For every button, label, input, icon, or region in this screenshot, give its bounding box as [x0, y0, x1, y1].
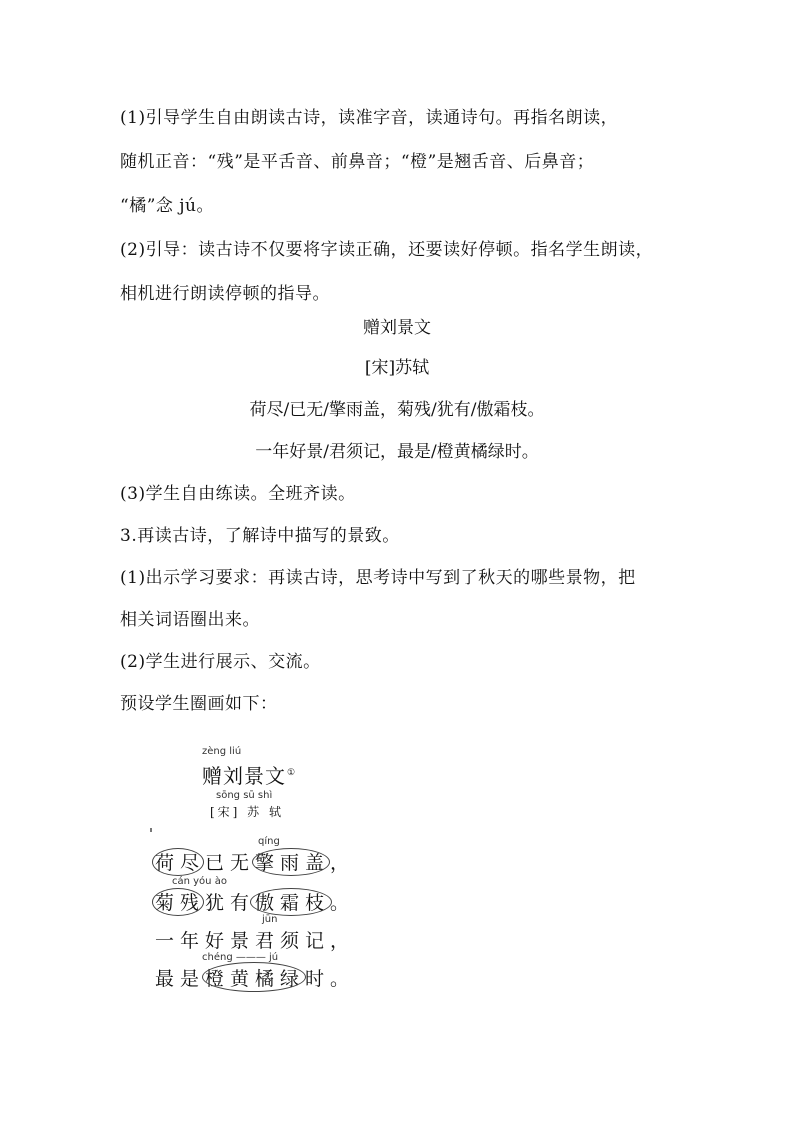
poem-author: [宋]苏轼 — [364, 358, 430, 378]
circle-umbrella — [252, 848, 330, 876]
figure-line-2: 菊残犹有傲霜枝。 — [155, 892, 356, 914]
instruction-line-10: (2)学生进行展示、交流。 — [120, 652, 321, 672]
figure-line-3: 一年好景君须记， — [155, 930, 356, 952]
pinyin-qing: qíng — [258, 836, 280, 847]
instruction-line-7: 3.再读古诗，了解诗中描写的景致。 — [120, 526, 400, 546]
circle-lotus — [152, 848, 204, 876]
poem-title: 赠刘景文 — [363, 318, 431, 338]
figure-title-text: 赠刘景文 — [202, 764, 286, 788]
circle-frost-branch — [250, 888, 332, 916]
instruction-line-6: (3)学生自由练读。全班齐读。 — [120, 484, 356, 504]
instruction-line-11: 预设学生圈画如下： — [120, 694, 278, 714]
poem-line-1: 荷尽/已无/擎雨盖，菊残/犹有/傲霜枝。 — [249, 400, 545, 420]
textbook-figure — [140, 740, 370, 990]
pinyin-jun: jūn — [262, 914, 278, 925]
scan-speck — [150, 828, 152, 832]
poem-line-2: 一年好景/君须记，最是/橙黄橘绿时。 — [255, 442, 539, 462]
instruction-line-4: (2)引导：读古诗不仅要将字读正确，还要读好停顿。指名学生朗读， — [120, 240, 654, 260]
instruction-line-3: “橘”念 jú。 — [120, 196, 215, 216]
title-pinyin: zèng liú — [202, 746, 242, 757]
author-pinyin: sōng sū shì — [216, 790, 273, 801]
instruction-line-5: 相机进行朗读停顿的指导。 — [120, 284, 330, 304]
circle-orange-tangerine — [202, 962, 306, 992]
instruction-line-8: (1)出示学习要求：再读古诗，思考诗中写到了秋天的哪些景物，把 — [120, 568, 636, 588]
pinyin-line-4: chéng ——— jú — [202, 952, 279, 963]
instruction-line-9: 相关词语圈出来。 — [120, 610, 260, 630]
title-note: ① — [287, 768, 297, 779]
figure-title — [202, 760, 296, 789]
pinyin-line-2: cán yóu ào — [172, 876, 227, 887]
figure-line-1: 荷尽已无擎雨盖， — [155, 852, 356, 874]
figure-author: [宋] 苏 轼 — [210, 805, 284, 819]
figure-line-4: 最是橙黄橘绿时。 — [155, 968, 356, 990]
circle-chrysanthemum — [152, 888, 204, 916]
instruction-line-2: 随机正音：“残”是平舌音、前鼻音；“橙”是翘舌音、后鼻音； — [120, 152, 595, 172]
instruction-line-1: (1)引导学生自由朗读古诗，读准字音，读通诗句。再指名朗读， — [120, 108, 619, 128]
